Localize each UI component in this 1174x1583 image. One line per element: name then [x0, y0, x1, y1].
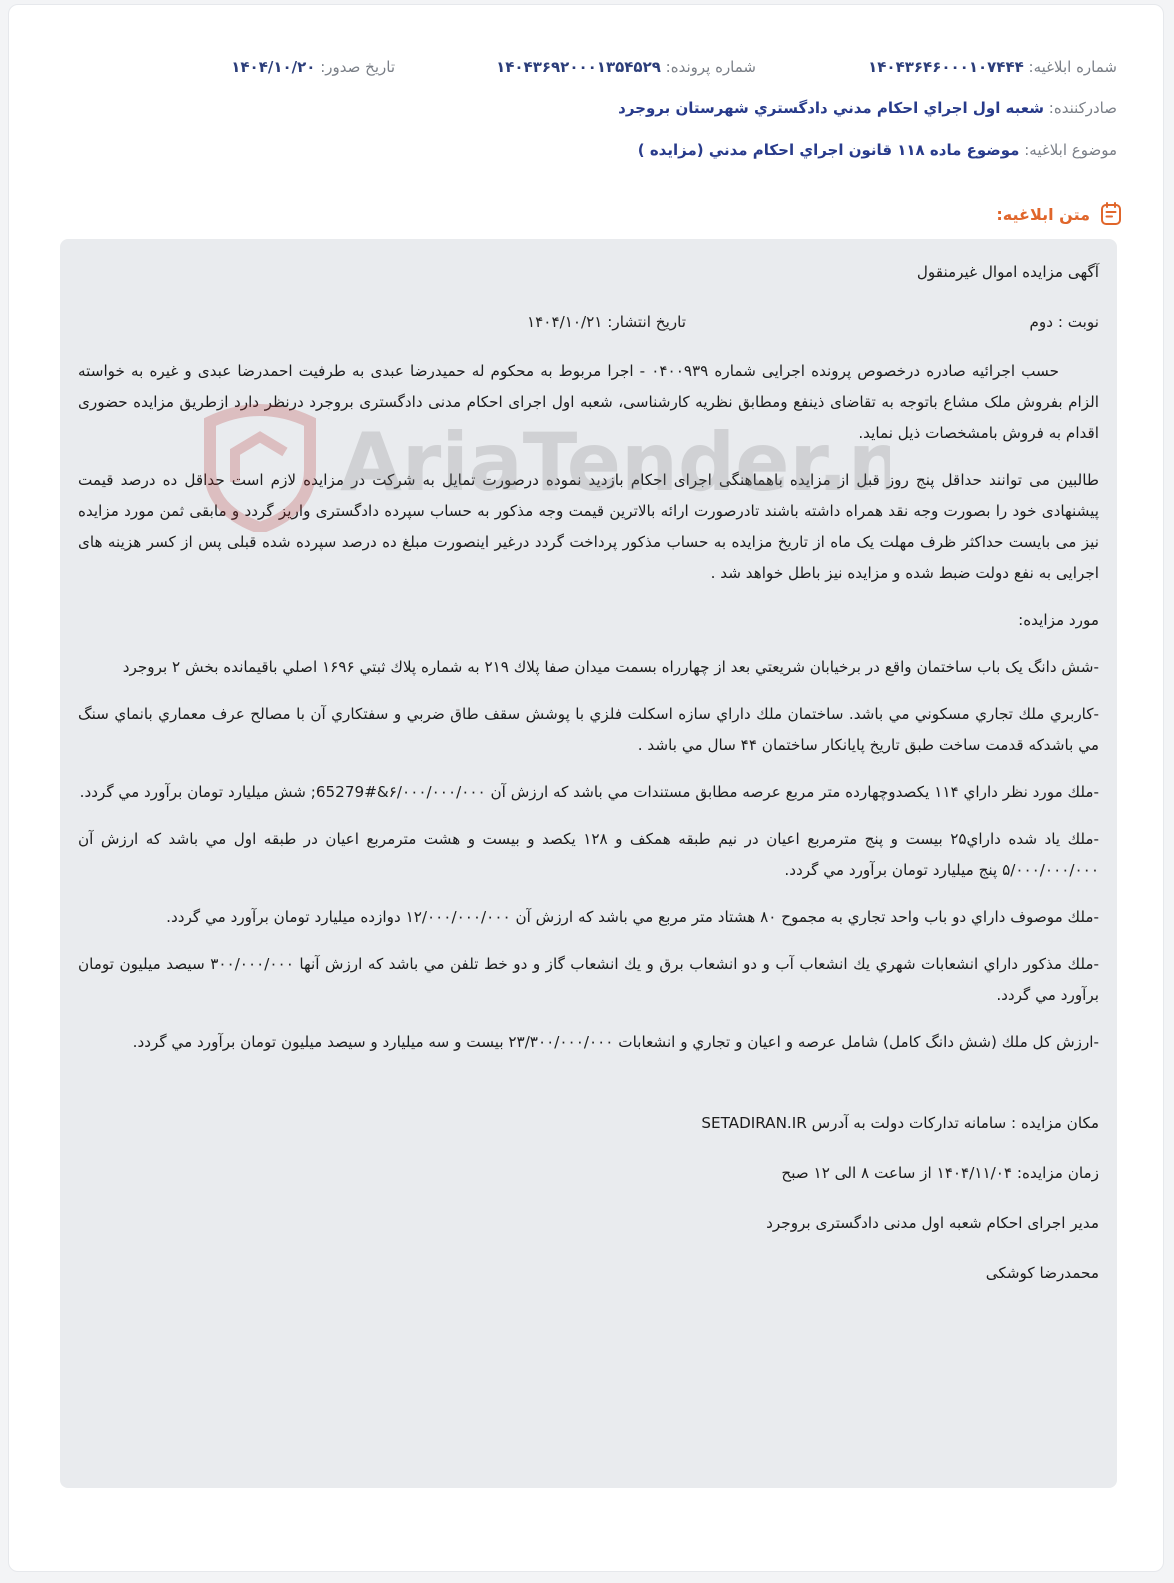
issue-date-label: تاریخ صدور: — [320, 58, 395, 76]
signer-name: محمدرضا کوشکی — [985, 1264, 1099, 1282]
issue-date-value: ۱۴۰۴/۱۰/۲۰ — [231, 58, 316, 76]
issue-date — [231, 58, 395, 76]
notice-text-label: متن ابلاغیه: — [996, 204, 1090, 224]
file-number — [496, 58, 756, 76]
auction-time: زمان مزایده: ۱۴۰۴/۱۱/۰۴ از ساعت ۸ الی ۱۲ صبح — [781, 1164, 1099, 1182]
notice-text-title — [996, 201, 1124, 227]
publish-date: تاریخ انتشار: ۱۴۰۴/۱۰/۲۱ — [526, 313, 686, 331]
notice-number — [868, 58, 1117, 76]
item-location: -شش دانگ يک باب ساختمان واقع در برخيابان شريعتي بعد از چهارراه بسمت ميدان صفا پلاك ۲۱۹ به شماره پلاك ثبتي ۱۶۹۶ اصلي باقيمانده بخش ۲ بروجرد — [122, 658, 1099, 676]
issuer — [618, 99, 1117, 117]
notice-heading: آگهی مزایده اموال غیرمنقول — [916, 263, 1099, 281]
round-row — [78, 307, 1099, 338]
intro-paragraph: حسب اجرائیه صادره درخصوص پرونده اجرایی شماره ۰۴۰۰۹۳۹ - اجرا مربوط به محکوم له حمیدرضا عبدی به طرفیت احمدرضا عبدی و غیره به خواسته الزام بفروش ملک مشاع باتوجه به تقاضای ذینفع ومطابق نظریه کارشناسی، شعبه اول اجرای احکام مدنی دادگستری بروجرد درنظر دارد ازطریق مزایده حضوری اقدام به فروش بامشخصات ذیل نماید. — [78, 362, 1099, 442]
notice-number-label: شماره ابلاغیه: — [1028, 58, 1117, 76]
item-commercial: -ملك موصوف داراي دو باب واحد تجاري به مجموح ۸۰ هشتاد متر مربع مي باشد كه ارزش آن ۱۲/۰۰۰/۰۰۰/۰۰۰ دوازده ميليارد تومان برآورد مي گردد. — [166, 908, 1099, 926]
subject — [638, 141, 1117, 159]
notice-icon — [1098, 201, 1124, 227]
item-building: -ملك ياد شده داراي۲۵ بيست و پنج مترمربع اعيان در نيم طبقه همكف و ۱۲۸ يكصد و بيست و هشت مترمربع اعيان در طبقه اول مي باشد كه ارزش آن ۵/۰۰۰/۰۰۰/۰۰۰ پنج ميليارد تومان برآورد مي گردد. — [78, 830, 1100, 879]
auction-place: مکان مزایده : سامانه تداركات دولت به آدرس SETADIRAN.IR — [701, 1114, 1099, 1132]
round-label: نوبت : دوم — [1029, 313, 1099, 331]
item-total-value: -ارزش كل ملك (شش دانگ كامل) شامل عرصه و اعيان و تجاري و انشعابات ۲۳/۳۰۰/۰۰۰/۰۰۰ بيست و سه ميليارد و سيصد ميليون تومان برآورد مي گردد. — [132, 1033, 1099, 1051]
issuer-label: صادرکننده: — [1048, 99, 1117, 117]
notice-body — [60, 239, 1117, 1488]
item-usage: -كاربري ملك تجاري مسكوني مي باشد. ساختمان ملك داراي سازه اسكلت فلزي با پوشش سقف طاق ضربي و سفتكاري آن با مصالح عرف معماري بانماي سنگ مي باشدكه قدمت ساخت طبق تاريخ پايانكار ساختمان ۴۴ سال مي باشد . — [78, 705, 1099, 754]
issuer-value: شعبه اول اجراي احكام مدني دادگستري شهرستان بروجرد — [618, 99, 1044, 117]
subject-label: موضوع ابلاغیه: — [1024, 141, 1117, 159]
item-utilities: -ملك مذكور داراي انشعابات شهري يك انشعاب آب و دو انشعاب برق و يك انشعاب گاز و دو خط تلفن مي باشد كه ارزش آنها ۳۰۰/۰۰۰/۰۰۰ سيصد ميليون تومان برآورد مي گردد. — [78, 955, 1099, 1004]
terms-paragraph: طالبین می توانند حداقل پنج روز قبل از مزایده باهماهنگی اجرای احکام بازدید نموده درصورت تمایل به شرکت در مزایده لازم است حداقل ده درصد قیمت پیشنهادی خود را بصورت وجه نقد همراه داشته باشند تادرصورت ارائه بالاترین قیمت وجه مذکور به حساب سپرده دادگستری واریز گردد و مابقی ثمن مورد مزایده نیز می بایست حداکثر ظرف مهلت یک ماه از تاریخ مزایده به حساب مذکور پرداخت گردد درغیر اینصورت مبلغ ده درصد سپرده شده قبلی پس از کسر هزینه های اجرایی به نفع دولت ضبط شده و مزایده نیز باطل خواهد شد . — [78, 471, 1099, 582]
signer-title: مدیر اجرای احکام شعبه اول مدنی دادگستری بروجرد — [766, 1214, 1099, 1232]
subject-value: موضوع ماده ۱۱۸ قانون اجراي احكام مدني (مزايده ) — [637, 141, 1020, 159]
file-number-label: شماره پرونده: — [665, 58, 756, 76]
item-land: -ملك مورد نظر داراي ۱۱۴ يكصدوچهارده متر مربع عرصه مطابق مستندات مي باشد كه ارزش آن ۶/۰۰۰/۰۰۰/۰۰۰&#65279; شش ميليارد تومان برآورد مي گردد. — [79, 783, 1099, 801]
item-heading: مورد مزایده: — [1018, 611, 1099, 629]
file-number-value: ۱۴۰۴۳۶۹۲۰۰۰۱۳۵۴۵۲۹ — [496, 58, 661, 76]
notice-number-value: ۱۴۰۴۳۶۴۶۰۰۰۱۰۷۴۴۴ — [868, 58, 1024, 76]
watermark-text: AriaTender.n — [340, 416, 890, 509]
